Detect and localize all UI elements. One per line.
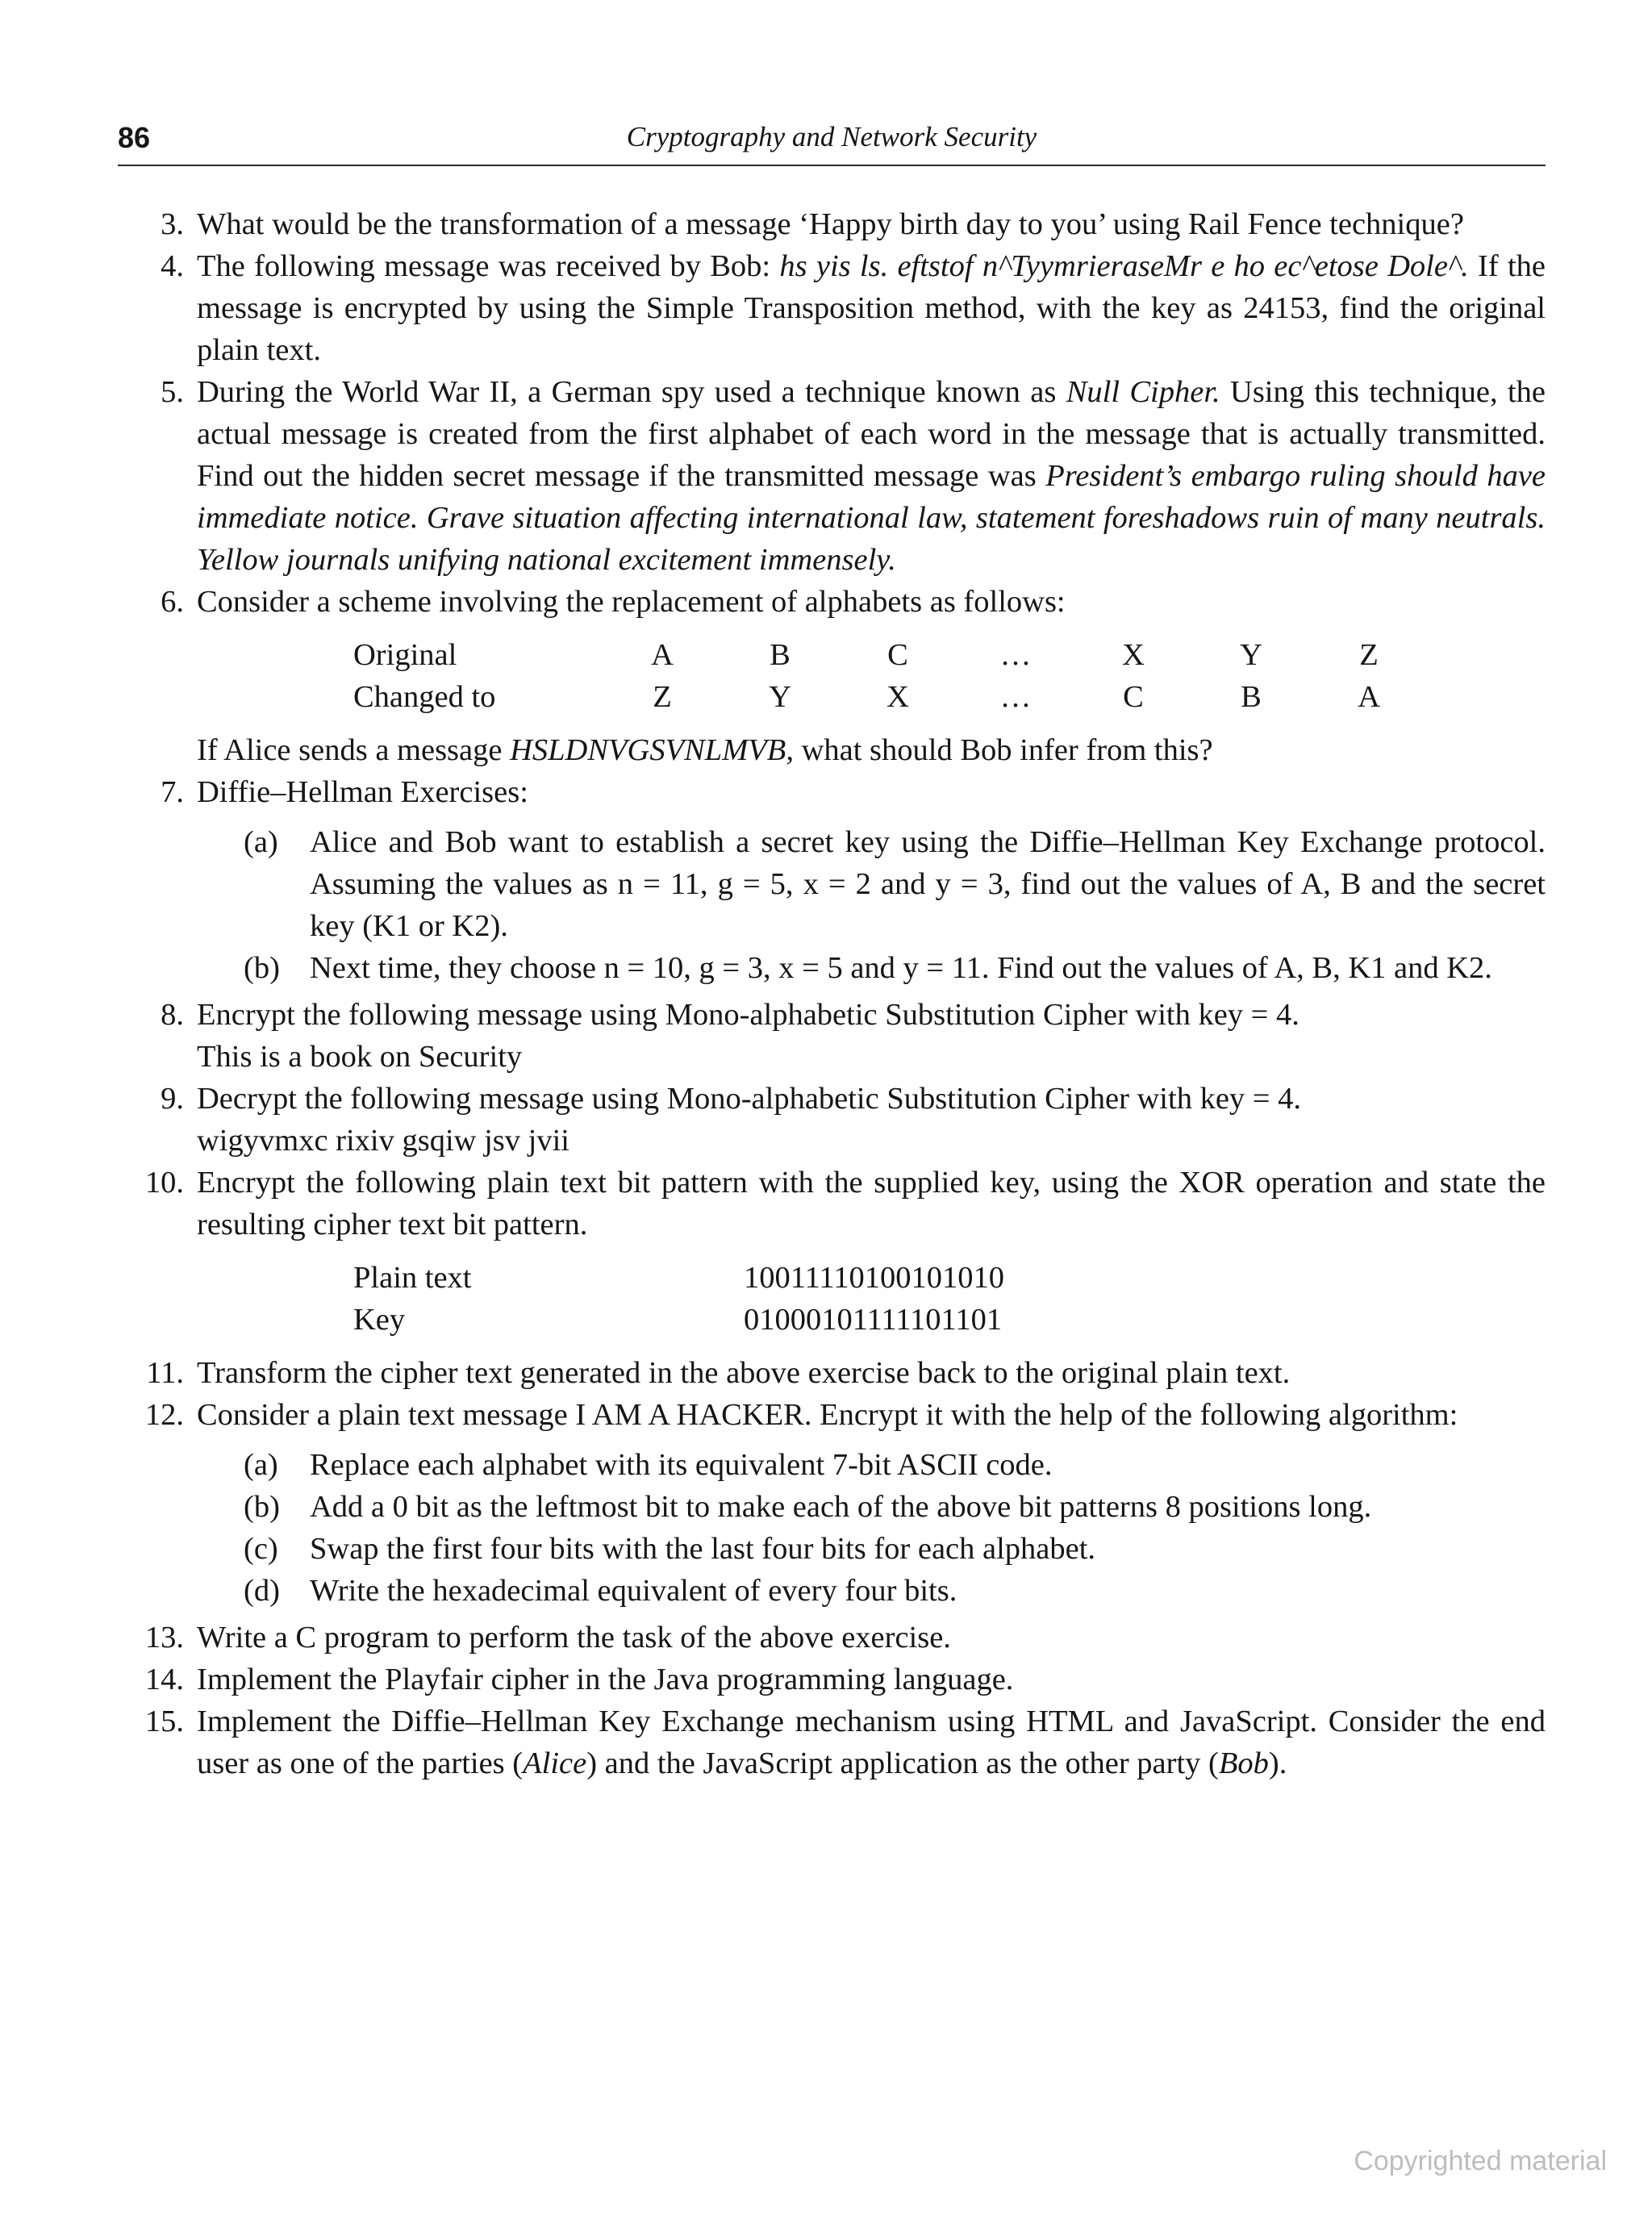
cipher-text: HSLDNVGSVNLMVB, [510, 733, 794, 767]
substitution-table [353, 634, 1428, 718]
plain-message: This is a book on Security [197, 1040, 523, 1074]
table-row [353, 676, 1428, 718]
table-cell: A [1358, 680, 1380, 714]
question-text: Implement the Playfair cipher in the Java programming language. [197, 1663, 1014, 1696]
question-3 [118, 203, 1546, 245]
question-text: Consider a scheme involving the replacement of alphabets as follows: [197, 585, 1066, 619]
sub-question-label: (b) [244, 951, 280, 985]
sub-question-label: (c) [244, 1532, 278, 1566]
question-number: 6. [161, 585, 184, 619]
table-cell: B [1241, 680, 1262, 714]
question-number: 9. [161, 1082, 184, 1116]
cipher-message: wigyvmxc rixiv gsqiw jsv jvii [197, 1124, 569, 1158]
row-label: Changed to [353, 680, 496, 714]
table-cell: B [770, 638, 791, 672]
question-number: 15. [144, 1705, 184, 1738]
question-text: Transform the cipher text generated in the above exercise back to the original plain text. [197, 1356, 1291, 1390]
question-text: If the message is encrypted by using the Simple Transposition method, with the key as 24153, find the original plain text. [197, 249, 1546, 367]
question-12 [118, 1394, 1546, 1436]
question-text: If Alice sends a message [197, 733, 511, 767]
bit-pattern: 01000101111101101 [744, 1303, 1003, 1337]
question-text: During the World War II, a German spy used a technique known as [197, 375, 1066, 409]
table-row [353, 634, 1428, 676]
row-label: Plain text [353, 1261, 472, 1295]
table-cell: … [999, 638, 1032, 672]
sub-question-text: Next time, they choose n = 10, g = 3, x = 5 and y = 11. Find out the values of A, B, K1 and K2. [310, 951, 1492, 985]
question-text: ) and the JavaScript application as the other party ( [586, 1746, 1219, 1780]
question-4 [118, 245, 1546, 371]
table-cell: Z [653, 680, 672, 714]
table-cell: … [999, 680, 1032, 714]
question-text: What would be the transformation of a message ‘Happy birth day to you’ using Rail Fence technique? [197, 207, 1464, 241]
running-title: Cryptography and Network Security [626, 121, 1037, 152]
question-6 [118, 581, 1546, 771]
sub-question-label: (d) [244, 1574, 280, 1608]
question-11 [118, 1352, 1546, 1394]
question-7 [118, 771, 1546, 813]
question-text: Encrypt the following message using Mono-alphabetic Substitution Cipher with key = 4. [197, 998, 1299, 1032]
row-label: Key [353, 1303, 406, 1337]
question-15 [118, 1700, 1546, 1784]
sub-question-label: (a) [244, 1448, 278, 1482]
sub-question [118, 1528, 1546, 1570]
table-row [353, 1299, 1004, 1341]
page-number: 86 [118, 121, 151, 154]
question-text: Consider a plain text message I AM A HACKER. Encrypt it with the help of the following algorithm: [197, 1398, 1458, 1432]
cipher-text: hs yis ls. eftstof n^TyymrieraseMr e ho ec^etose Dole^. [779, 249, 1469, 283]
question-10 [118, 1162, 1546, 1341]
sub-question [118, 947, 1546, 989]
question-number: 11. [146, 1356, 184, 1390]
table-cell: Y [769, 680, 791, 714]
question-text: what should Bob infer from this? [793, 733, 1213, 767]
question-number: 5. [161, 375, 184, 409]
question-number: 4. [161, 249, 184, 283]
question-number: 3. [161, 207, 184, 241]
question-text: Using this technique, the actual message is created from the first alphabet of each word in the message that is actually transmitted. Find out the hidden secret message if the transmitted message was [197, 375, 1546, 493]
question-number: 13. [144, 1621, 184, 1654]
sub-question-label: (a) [244, 825, 278, 859]
sub-question-text: Alice and Bob want to establish a secret key using the Diffie–Hellman Key Exchange protocol. Assuming the values as n = 11, g = 5, x = 2 and y = 3, find out the values of A, B and the secret key (K1 or K2). [310, 825, 1546, 943]
sub-question-text: Swap the first four bits with the last four bits for each alphabet. [310, 1532, 1096, 1566]
sub-question-text: Replace each alphabet with its equivalent 7-bit ASCII code. [310, 1448, 1053, 1482]
question-number: 14. [144, 1663, 184, 1696]
table-row [353, 1257, 1004, 1299]
party-name: Alice [523, 1746, 587, 1780]
question-text: Diffie–Hellman Exercises: [197, 775, 528, 809]
question-8 [118, 994, 1546, 1078]
table-cell: C [1123, 680, 1144, 714]
question-text: Write a C program to perform the task of the above exercise. [197, 1621, 951, 1654]
question-text: Decrypt the following message using Mono-alphabetic Substitution Cipher with key = 4. [197, 1082, 1302, 1116]
row-label: Original [353, 638, 457, 672]
question-text: Encrypt the following plain text bit pattern with the supplied key, using the XOR operation and state the resulting cipher text bit pattern. [197, 1166, 1546, 1241]
sub-question [118, 1486, 1546, 1528]
question-number: 12. [144, 1398, 184, 1432]
bit-pattern: 10011110100101010 [744, 1261, 1004, 1295]
transmitted-message: President’s embargo ruling should have immediate notice. Grave situation affecting international law, statement foreshadows ruin of many neutrals. Yellow journals unifying national excitement immensely. [197, 459, 1546, 577]
sub-question [118, 821, 1546, 947]
sub-question-label: (b) [244, 1490, 280, 1524]
sub-question-text: Add a 0 bit as the leftmost bit to make each of the above bit patterns 8 positions long. [310, 1490, 1372, 1524]
sub-question [118, 1444, 1546, 1486]
exercise-list [118, 203, 1546, 1784]
sub-question-text: Write the hexadecimal equivalent of every four bits. [310, 1574, 957, 1608]
question-number: 7. [161, 775, 184, 809]
table-cell: Y [1240, 638, 1262, 672]
sub-question [118, 1570, 1546, 1612]
question-14 [118, 1659, 1546, 1700]
question-9 [118, 1078, 1546, 1162]
question-text: Implement the Diffie–Hellman Key Exchange mechanism using HTML and JavaScript. Consider the end user as one of the parties ( [197, 1705, 1546, 1780]
table-cell: C [887, 638, 908, 672]
table-cell: X [886, 680, 909, 714]
question-text: ). [1268, 1746, 1287, 1780]
table-cell: A [651, 638, 674, 672]
bit-pattern-table [353, 1257, 1004, 1341]
question-number: 8. [161, 998, 184, 1032]
term: Null Cipher. [1066, 375, 1220, 409]
page-header [118, 118, 1546, 166]
copyright-watermark: Copyrighted material [1354, 2146, 1607, 2176]
table-cell: Z [1359, 638, 1379, 672]
question-number: 10. [144, 1166, 184, 1200]
question-text: The following message was received by Bob: [197, 249, 780, 283]
question-5 [118, 371, 1546, 581]
party-name: Bob [1218, 1746, 1269, 1780]
question-13 [118, 1617, 1546, 1659]
table-cell: X [1122, 638, 1145, 672]
